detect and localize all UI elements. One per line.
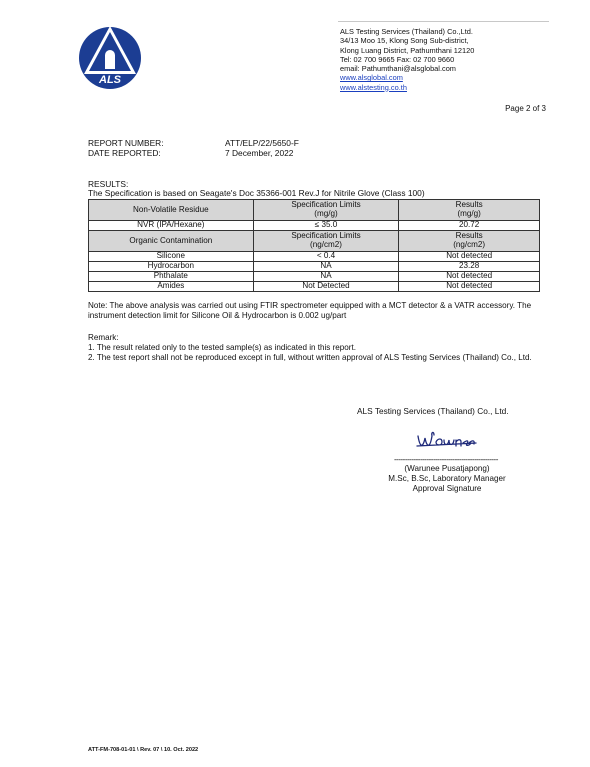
table-cell: ≤ 35.0 — [253, 221, 399, 231]
web-link-alstesting[interactable]: www.alstesting.co.th — [340, 82, 407, 92]
report-number-value: ATT/ELP/22/5650-F — [225, 138, 299, 148]
table-row — [89, 221, 540, 231]
svg-text:ALS: ALS — [99, 74, 121, 86]
remark-line-2: 2. The test report shall not be reproduced except in full, without written approval of ALS Testing Services (Thailand) Co., Ltd. — [88, 353, 532, 363]
table-cell: Silicone — [89, 252, 254, 262]
table-cell: Results (ng/cm2) — [399, 231, 540, 252]
table-header-row — [89, 231, 540, 252]
address-line-1: 34/13 Moo 15, Klong Song Sub-district, — [340, 36, 469, 46]
handwritten-signature — [414, 428, 478, 450]
table-cell: Not detected — [399, 282, 540, 292]
report-meta — [88, 138, 299, 158]
form-footer: ATT-FM-708-01-01 \ Rev. 07 \ 10. Oct. 2022 — [88, 747, 199, 753]
results-heading-block — [88, 180, 425, 199]
company-name: ALS Testing Services (Thailand) Co.,Ltd. — [340, 27, 473, 36]
address-line-2: Klong Luang District, Pathumthani 12120 — [340, 45, 475, 55]
table-row — [89, 272, 540, 282]
table-cell: Hydrocarbon — [89, 262, 254, 272]
table-cell: Specification Limits (mg/g) — [253, 200, 399, 221]
als-logo — [78, 22, 142, 92]
company-address-block — [340, 27, 474, 92]
table-cell: Non-Volatile Residue — [89, 200, 254, 221]
signer-name: (Warunee Pusatjapong) — [404, 464, 490, 473]
email: email: Pathumthani@alsglobal.com — [340, 64, 456, 74]
table-cell: Not Detected — [253, 282, 399, 292]
table-cell: Not detected — [399, 252, 540, 262]
table-cell: NA — [253, 262, 399, 272]
table-cell: 23.28 — [399, 262, 540, 272]
remark-heading: Remark: — [88, 333, 119, 342]
signer-block — [372, 464, 522, 495]
table-cell: NVR (IPA/Hexane) — [89, 221, 254, 231]
remark-line-1: 1. The result related only to the tested sample(s) as indicated in this report. — [88, 343, 356, 353]
page-number: Page 2 of 3 — [505, 104, 546, 113]
table-cell: Phthalate — [89, 272, 254, 282]
web-link-alsglobal[interactable]: www.alsglobal.com — [340, 73, 403, 83]
table-row — [89, 252, 540, 262]
signature-line: ------------------------------------------------ — [394, 455, 498, 464]
date-reported-label: DATE REPORTED: — [88, 148, 161, 158]
specification-line: The Specification is based on Seagate's Doc 35366-001 Rev.J for Nitrile Glove (Class 100) — [88, 188, 425, 199]
report-number-label: REPORT NUMBER: — [88, 138, 164, 148]
table-cell: 20.72 — [399, 221, 540, 231]
table-cell: Amides — [89, 282, 254, 292]
table-row — [89, 282, 540, 292]
date-reported-value: 7 December, 2022 — [225, 148, 294, 158]
table-cell: < 0.4 — [253, 252, 399, 262]
results-table — [88, 199, 540, 292]
table-cell: NA — [253, 272, 399, 282]
remark-block — [88, 333, 548, 364]
table-cell: Results (mg/g) — [399, 200, 540, 221]
table-cell: Specification Limits (ng/cm2) — [253, 231, 399, 252]
signer-role: Approval Signature — [412, 484, 482, 494]
table-row — [89, 262, 540, 272]
table-cell: Organic Contamination — [89, 231, 254, 252]
signer-title: M.Sc, B.Sc, Laboratory Manager — [388, 474, 506, 484]
phone-fax: Tel: 02 700 9665 Fax: 02 700 9660 — [340, 54, 455, 64]
table-header-row — [89, 200, 540, 221]
table-cell: Not detected — [399, 272, 540, 282]
analysis-note: Note: The above analysis was carried out using FTIR spectrometer equipped with a MCT detector & a VATR accessory. The instrument detection limit for Silicone Oil & Hydrocarbon is 0.002 ug/part — [88, 301, 532, 321]
header-rule — [338, 21, 549, 22]
lab-company-name: ALS Testing Services (Thailand) Co., Ltd. — [357, 406, 509, 416]
results-heading: RESULTS: — [88, 179, 129, 189]
